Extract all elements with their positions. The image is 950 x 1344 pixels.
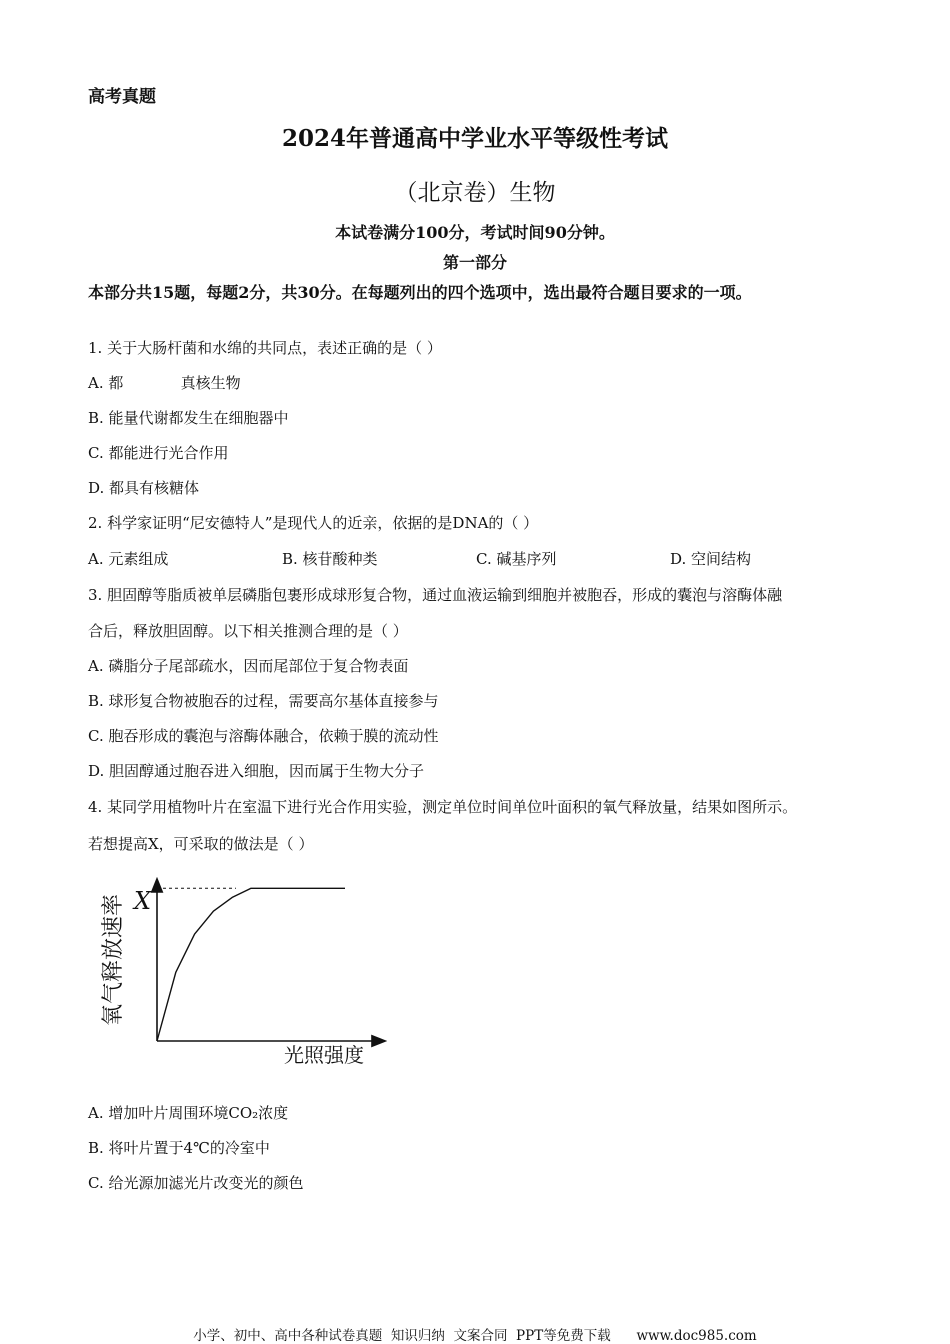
q3-option-b: B. 球形复合物被胞吞的过程，需要高尔基体直接参与 xyxy=(88,692,439,710)
q4-option-b: B. 将叶片置于4℃的冷室中 xyxy=(88,1139,270,1157)
oxygen-release-curve xyxy=(157,888,345,1041)
q3-stem-line1: 3. 胆固醇等脂质被单层磷脂包裹形成球形复合物，通过血液运输到细胞并被胞吞，形成的囊泡与溶酶体融 xyxy=(88,586,783,604)
header-tag: 高考真题 xyxy=(88,87,156,107)
q2-option-b: B. 核苷酸种类 xyxy=(282,550,378,568)
q2-option-a: A. 元素组成 xyxy=(88,550,169,568)
y-axis-label: 氧气释放速率 xyxy=(101,893,126,1027)
q2-option-c: C. 碱基序列 xyxy=(476,550,557,568)
page-footer: 小学、初中、高中各种试卷真题 知识归纳 文案合同 PPT等免费下载 www.doc985.com xyxy=(193,1328,757,1344)
q4-option-a: A. 增加叶片周围环境CO₂浓度 xyxy=(88,1104,289,1122)
q3-option-a: A. 磷脂分子尾部疏水，因而尾部位于复合物表面 xyxy=(88,657,409,675)
exam-info: 本试卷满分100分，考试时间90分钟。 xyxy=(335,223,615,242)
part-title: 第一部分 xyxy=(442,253,507,272)
exam-subtitle: （北京卷）生物 xyxy=(394,180,556,206)
part-intro: 本部分共15题，每题2分，共30分。在每题列出的四个选项中，选出最符合题目要求的一项。 xyxy=(88,283,752,302)
q4-stem-line2: 若想提高X，可采取的做法是（ ） xyxy=(88,835,314,853)
q4-option-c: C. 给光源加滤光片改变光的颜色 xyxy=(88,1174,304,1192)
q1-option-d: D. 都具有核糖体 xyxy=(88,479,200,497)
q1-option-a: A. 都 真核生物 xyxy=(88,374,241,392)
q1-stem: 1. 关于大肠杆菌和水绵的共同点，表述正确的是（ ） xyxy=(88,339,442,357)
q2-option-d: D. 空间结构 xyxy=(670,550,752,568)
exam-title: 2024年普通高中学业水平等级性考试 xyxy=(281,125,668,152)
x-axis-label: 光照强度 xyxy=(284,1043,364,1067)
x-marker-label: X xyxy=(134,887,152,915)
q1-option-b: B. 能量代谢都发生在细胞器中 xyxy=(88,409,289,427)
q4-stem-line1: 4. 某同学用植物叶片在室温下进行光合作用实验，测定单位时间单位叶面积的氧气释放量，结果如图所示。 xyxy=(88,798,798,816)
q2-stem: 2. 科学家证明“尼安德特人”是现代人的近亲，依据的是DNA的（ ） xyxy=(88,514,539,532)
q1-option-c: C. 都能进行光合作用 xyxy=(88,444,229,462)
q3-option-d: D. 胆固醇通过胞吞进入细胞，因而属于生物大分子 xyxy=(88,762,425,780)
oxygen-release-chart xyxy=(90,868,410,1078)
q3-option-c: C. 胞吞形成的囊泡与溶酶体融合，依赖于膜的流动性 xyxy=(88,727,439,745)
q3-stem-line2: 合后，释放胆固醇。以下相关推测合理的是（ ） xyxy=(88,622,408,640)
